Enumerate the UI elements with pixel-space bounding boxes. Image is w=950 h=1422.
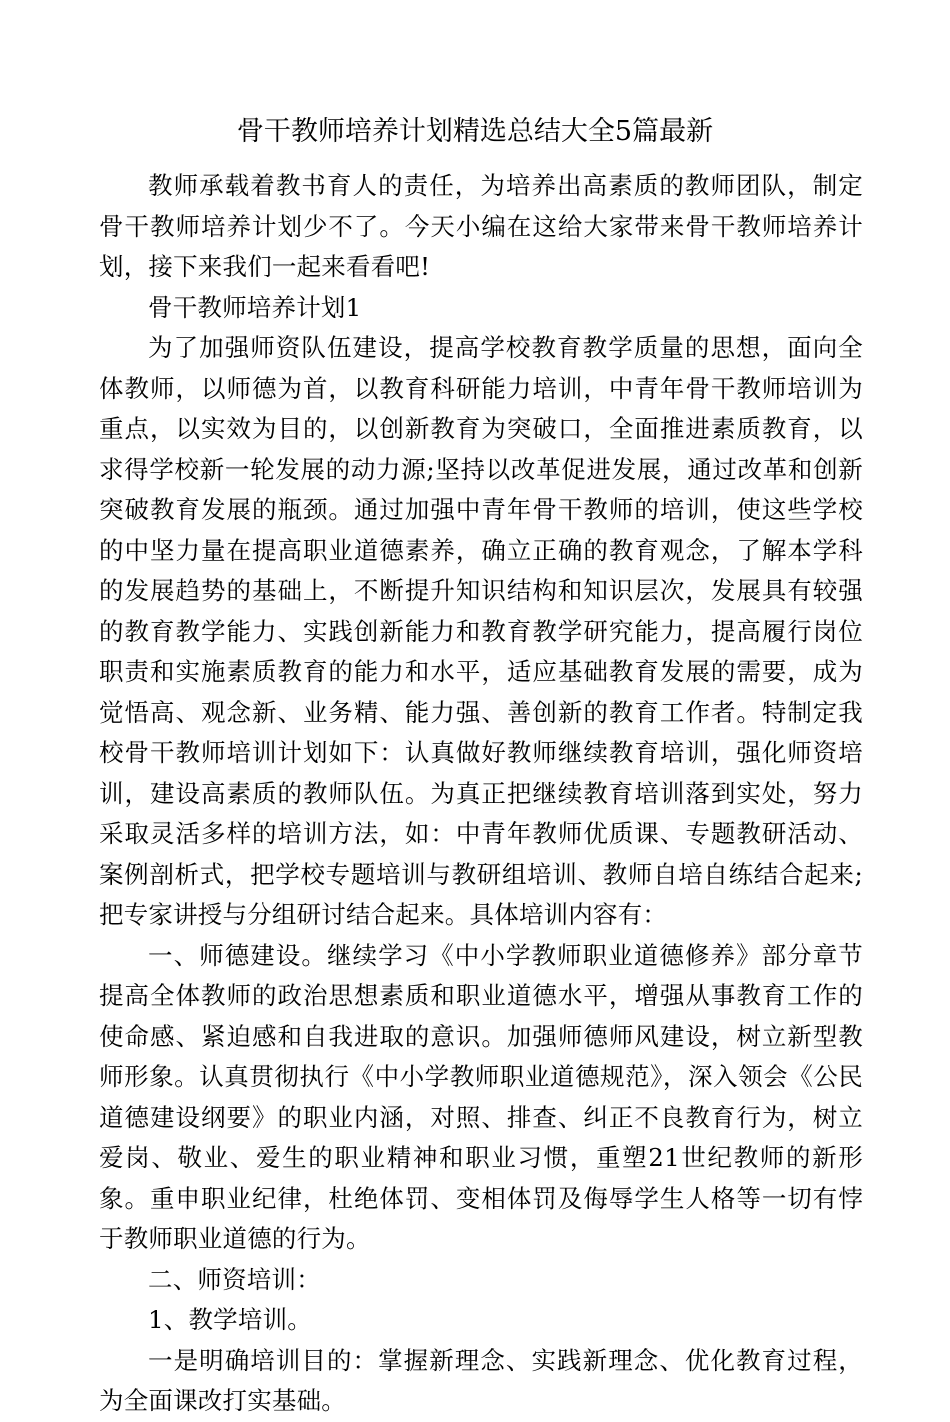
- list-item: 1、教学培训。: [148, 1305, 312, 1334]
- subsection-heading: 二、师资培训：: [148, 1264, 321, 1294]
- body-paragraph: 为了加强师资队伍建设，提高学校教育教学质量的思想，面向全体教师，以师德为首，以教育科研能力培训，中青年骨干教师培训为重点，以实效为目的，以创新教育为突破口，全面推进素质教育，以求得学校新一轮发展的动力源;坚持以改革促进发展，通过改革和创新突破教育发展的瓶颈。通过加强中青年骨干教师的培训，使这些学校的中坚力量在提高职业道德素养，确立正确的教育观念，了解本学科的发展趋势的基础上，不断提升知识结构和知识层次，发展具有较强的教育教学能力、实践创新能力和教育教学研究能力，提高履行岗位职责和实施素质教育的能力和水平，适应基础教育发展的需要，成为觉悟高、观念新、业务精、能力强、善创新的教育工作者。特制定我校骨干教师培训计划如下：认真做好教师继续教育培训，强化师资培训，建设高素质的教师队伍。为真正把继续教育培训落到实处，努力采取灵活多样的培训方法，如：中青年教师优质课、专题教研活动、案例剖析式，把学校专题培训与教研组培训、教师自培自练结合起来;把专家讲授与分组研讨结合起来。具体培训内容有：: [99, 333, 863, 929]
- intro-paragraph: 教师承载着教书育人的责任，为培养出高素质的教师团队，制定骨干教师培养计划少不了。今天小编在这给大家带来骨干教师培养计划，接下来我们一起来看看吧!: [99, 171, 863, 281]
- document-body: [99, 166, 863, 1422]
- body-paragraph: 一、师德建设。继续学习《中小学教师职业道德修养》部分章节提高全体教师的政治思想素质和职业道德水平，增强从事教育工作的使命感、紧迫感和自我进取的意识。加强师德师风建设，树立新型教师形象。认真贯彻执行《中小学教师职业道德规范》，深入领会《公民道德建设纲要》的职业内涵，对照、排查、纠正不良教育行为，树立爱岗、敬业、爱生的职业精神和职业习惯，重塑21世纪教师的新形象。重申职业纪律，杜绝体罚、变相体罚及侮辱学生人格等一切有悖于教师职业道德的行为。: [99, 940, 863, 1253]
- section-heading: 骨干教师培养计划1: [148, 292, 362, 322]
- document-title: 骨干教师培养计划精选总结大全5篇最新: [236, 116, 714, 147]
- body-paragraph: 一是明确培训目的：掌握新理念、实践新理念、优化教育过程，为全面课改打实基础。: [99, 1345, 863, 1415]
